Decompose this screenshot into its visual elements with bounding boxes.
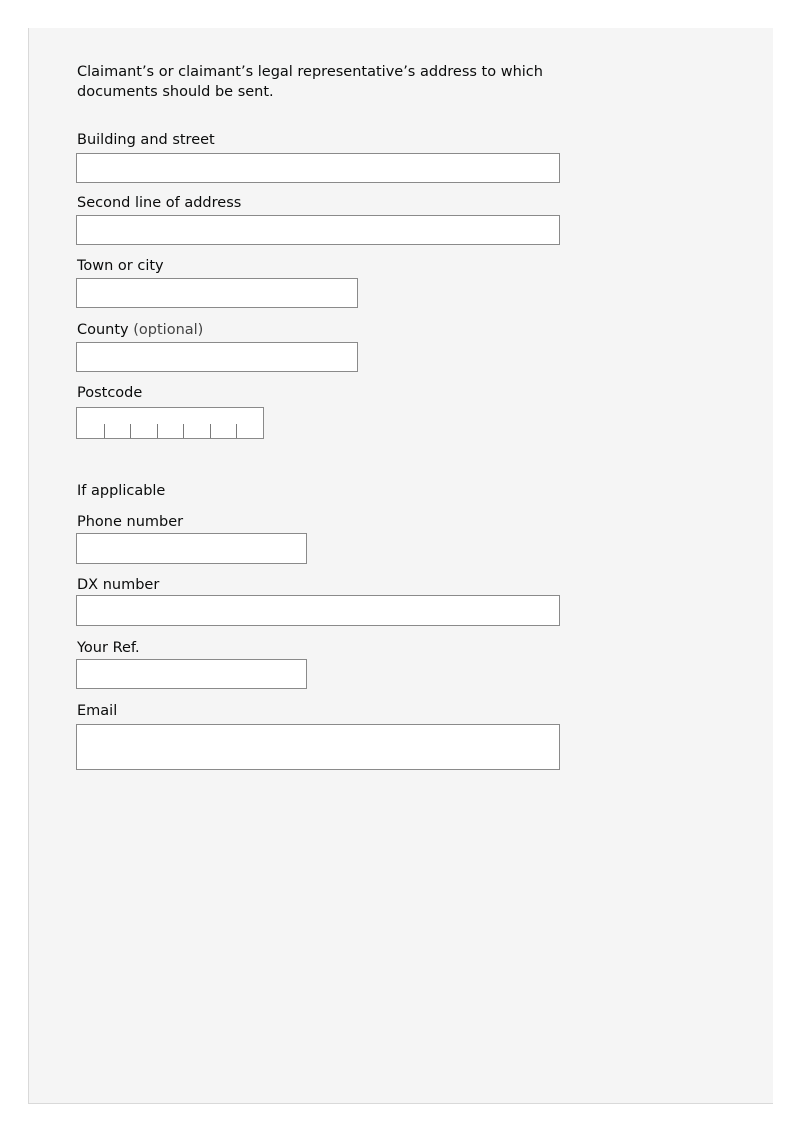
dx-number-input[interactable] [76,595,560,626]
postcode-cell-divider [104,424,105,438]
second-line-input[interactable] [76,215,560,245]
town-city-label: Town or city [77,258,164,274]
postcode-cell-divider [130,424,131,438]
county-optional-hint: (optional) [133,322,204,338]
town-city-input[interactable] [76,278,358,308]
email-label: Email [77,703,118,719]
your-ref-label: Your Ref. [77,640,140,656]
county-input[interactable] [76,342,358,372]
building-street-input[interactable] [76,153,560,183]
building-street-label: Building and street [77,132,215,148]
email-input[interactable] [76,724,560,770]
intro-text: Claimant’s or claimant’s legal representative’s address to which documents should be sent. [77,64,543,100]
postcode-input[interactable] [76,407,264,439]
phone-number-input[interactable] [76,533,307,564]
county-label [77,321,203,339]
county-label-text: County [77,322,129,338]
postcode-cell-divider [210,424,211,438]
second-line-label: Second line of address [77,195,242,211]
postcode-cell-divider [157,424,158,438]
postcode-cell-divider [236,424,237,438]
phone-number-label: Phone number [77,514,184,530]
if-applicable-heading: If applicable [77,483,166,499]
your-ref-input[interactable] [76,659,307,689]
postcode-cell-divider [183,424,184,438]
form-page [28,28,773,1104]
dx-number-label: DX number [77,577,160,593]
postcode-label: Postcode [77,385,143,401]
